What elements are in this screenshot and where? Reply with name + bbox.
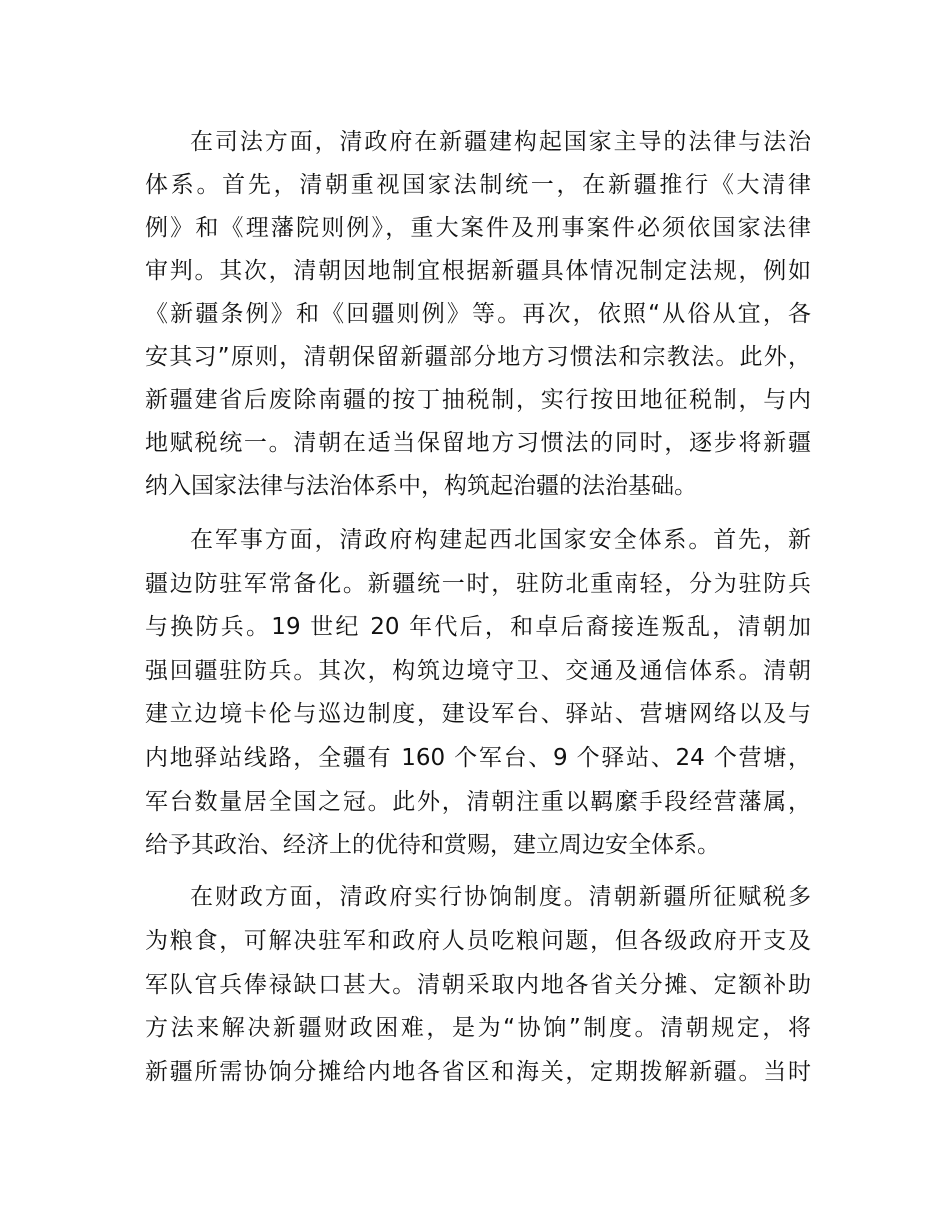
text-line: 军台数量居全国之冠。此外，清朝注重以羁縻手段经营藩属，	[145, 788, 811, 815]
paragraph-judicial	[145, 121, 811, 508]
text-line: 与换防兵。19 世纪 20 年代后，和卓后裔接连叛乱，清朝加	[145, 614, 811, 641]
paragraph-finance	[145, 876, 811, 1095]
text-line: 纳入国家法律与法治体系中，构筑起治疆的法治基础。	[145, 473, 697, 499]
paragraph-military	[145, 519, 811, 868]
text-line: 在财政方面，清政府实行协饷制度。清朝新疆所征赋税多	[190, 884, 811, 910]
text-line: 方法来解决新疆财政困难，是为“协饷”制度。清朝规定，将	[145, 1015, 811, 1042]
text-line: 例》和《理藩院则例》，重大案件及刑事案件必须依国家法律	[145, 215, 811, 241]
text-line: 为粮食，可解决驻军和政府人员吃粮问题，但各级政府开支及	[145, 927, 811, 954]
text-line: 建立边境卡伦与巡边制度，建设军台、驿站、营塘网络以及与	[145, 701, 811, 728]
text-line: 体系。首先，清朝重视国家法制统一，在新疆推行《大清律	[145, 172, 811, 198]
text-line: 给予其政治、经济上的优待和赏赐，建立周边安全体系。	[145, 832, 720, 859]
text-line: 强回疆驻防兵。其次，构筑边境守卫、交通及通信体系。清朝	[145, 657, 811, 684]
text-line: 在司法方面，清政府在新疆建构起国家主导的法律与法治	[190, 129, 811, 155]
text-line: 疆边防驻军常备化。新疆统一时，驻防北重南轻，分为驻防兵	[145, 570, 811, 597]
text-line: 安其习”原则，清朝保留新疆部分地方习惯法和宗教法。此外，	[145, 344, 811, 370]
text-line: 军队官兵俸禄缺口甚大。清朝采取内地各省关分摊、定额补助	[145, 971, 811, 998]
text-line: 新疆所需协饷分摊给内地各省区和海关，定期拨解新疆。当时	[145, 1059, 811, 1086]
text-line: 地赋税统一。清朝在适当保留地方习惯法的同时，逐步将新疆	[145, 430, 811, 456]
text-line: 内地驿站线路，全疆有 160 个军台、9 个驿站、24 个营塘，	[145, 744, 811, 771]
text-line: 在军事方面，清政府构建起西北国家安全体系。首先，新	[190, 527, 811, 553]
text-line: 新疆建省后废除南疆的按丁抽税制，实行按田地征税制，与内	[145, 387, 811, 413]
text-line: 审判。其次，清朝因地制宜根据新疆具体情况制定法规，例如	[145, 258, 811, 284]
text-line: 《新疆条例》和《回疆则例》等。再次，依照“从俗从宜，各	[145, 301, 811, 327]
